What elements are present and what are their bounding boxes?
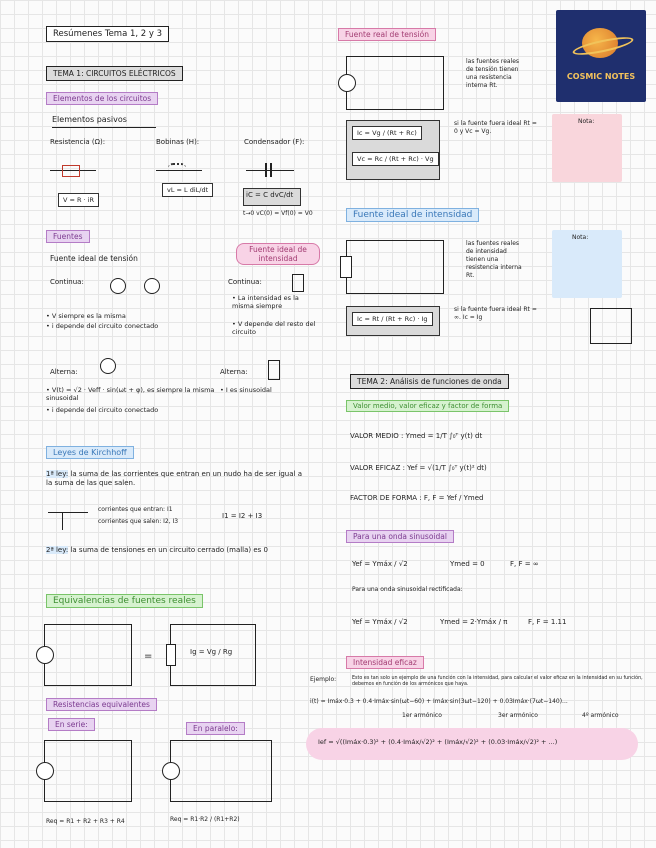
- intensidad-eficaz-title: Intensidad eficaz: [346, 656, 424, 669]
- ig-eq: Ig = Vg / Rg: [190, 648, 233, 656]
- final-eq: Ief = √((Imáx·0.3)² + (0.4·Imáx/√2)² + (Imáx/√2)² + (0.03·Imáx/√2)² + ...): [318, 738, 558, 746]
- condensador-label: Condensador (F):: [244, 138, 305, 146]
- alterna-label-2: Alterna:: [220, 368, 248, 376]
- ley1: [46, 470, 308, 488]
- tension-bullet: • i depende del circuito conectado: [46, 322, 159, 330]
- inductor-icon: [168, 163, 186, 173]
- bobina-label: Bobinas (H):: [156, 138, 200, 146]
- nota-label-2: Nota:: [572, 234, 589, 241]
- capacitor-plate-icon: [270, 163, 272, 177]
- ley2-label: 2ª ley:: [46, 546, 69, 554]
- armonico-3: 3er armónico: [498, 712, 538, 719]
- tema2-subtitle: Valor medio, valor eficaz y factor de forma: [346, 400, 509, 412]
- elementos-pasivos-label: Elementos pasivos: [52, 115, 127, 124]
- voltage-source-icon: [162, 762, 180, 780]
- ley1-eq: I1 = I2 + I3: [222, 512, 263, 520]
- intensidad-bullet: • La intensidad es la misma siempre: [232, 294, 299, 310]
- alterna-bullet: • i depende del circuito conectado: [46, 406, 159, 414]
- condensador-eq: iC = C dvC/dt: [246, 191, 294, 199]
- serie-label: En serie:: [48, 718, 95, 731]
- intensidad-bullet: • V depende del resto del circuito: [232, 320, 316, 336]
- alterna-bullet: • V(t) = √2 · Veff · sin(ωt + φ), es siempre la misma sinusoidal: [46, 386, 215, 402]
- underline: [52, 127, 156, 128]
- current-source-icon: [340, 256, 352, 278]
- sin-eq3: F, F = ∞: [510, 560, 539, 568]
- alterna-label: Alterna:: [50, 368, 78, 376]
- rect-eq2: Ymed = 2·Ymáx / π: [440, 618, 508, 626]
- current-source-icon: [292, 274, 304, 292]
- fuente-ideal-note: si la fuente fuera ideal Rt = ∞. Ic = Ig: [454, 306, 537, 321]
- elementos-circuito-title: Elementos de los circuitos: [46, 92, 158, 105]
- resistencia-eq: V = R · iR: [58, 193, 99, 207]
- resistencia-label: Resistencia (Ω):: [50, 138, 106, 146]
- equivalencias-title: Equivalencias de fuentes reales: [46, 594, 203, 608]
- fuentes-title: Fuentes: [46, 230, 90, 243]
- continua-label-2: Continua:: [228, 278, 262, 286]
- paralelo-eq: Req = R1·R2 / (R1+R2): [170, 816, 240, 823]
- main-title: Resúmenes Tema 1, 2 y 3: [46, 26, 169, 42]
- valor-medio: VALOR MEDIO : Ymed = 1/T ∫₀ᵀ y(t) dt: [350, 432, 483, 440]
- circuit-box: [346, 56, 444, 110]
- logo-text: COSMIC NOTES: [566, 72, 636, 81]
- capacitor-plate-icon: [265, 163, 267, 177]
- rect-eq3: F, F = 1.11: [528, 618, 567, 626]
- voltage-source-icon: [144, 278, 160, 294]
- bobina-eq: vL = L diL/dt: [162, 183, 213, 197]
- ac-source-icon: [100, 358, 116, 374]
- voltage-source-icon: [338, 74, 356, 92]
- continua-label: Continua:: [50, 278, 84, 286]
- sinusoidal-title: Para una onda sinusoidal: [346, 530, 454, 543]
- armonico-1: 1er armónico: [402, 712, 442, 719]
- cosmic-notes-logo: [556, 10, 646, 102]
- voltage-source-icon: [36, 762, 54, 780]
- ley2-text: la suma de tensiones en un circuito cerrado (malla) es 0: [70, 546, 268, 554]
- paralelo-label: En paralelo:: [186, 722, 245, 735]
- ejemplo-text: Esto es tan solo un ejemplo de una función con la intensidad, para calcular el valor eficaz en la intensidad en su función, debemos en función de los armónicos que haya.: [352, 676, 643, 687]
- resistor-icon: [62, 165, 80, 177]
- ley1-label: 1ª ley:: [46, 470, 69, 478]
- fuente-real-desc: las fuentes reales de tensión tienen una resistencia interna Rt.: [466, 58, 520, 89]
- current-source-icon: [166, 644, 176, 666]
- kirchhoff-title: Leyes de Kirchhoff: [46, 446, 134, 459]
- circuit-box: [590, 308, 632, 344]
- circuit-box: [44, 624, 132, 686]
- tema1-title: TEMA 1: CIRCUITOS ELÉCTRICOS: [46, 66, 183, 81]
- equals-sign: =: [144, 651, 153, 662]
- wire: [48, 512, 88, 513]
- tema2-title: TEMA 2: Análisis de funciones de onda: [350, 374, 509, 389]
- armonico-4: 4º armónico: [582, 712, 619, 719]
- ideal-intensidad-label: Fuente ideal de intensidad: [236, 243, 320, 265]
- ideal-tension-label: Fuente ideal de tensión: [50, 254, 138, 263]
- tension-bullet: • V siempre es la misma: [46, 312, 126, 320]
- fuente-ideal-intensidad-title: Fuente ideal de intensidad: [346, 208, 479, 222]
- fuente-ideal-eq1: Ic = Rt / (Rt + Rc) · Ig: [352, 312, 433, 326]
- sin-eq1: Yef = Ymáx / √2: [352, 560, 408, 568]
- wire: [62, 512, 63, 530]
- fuente-real-tension-title: Fuente real de tensión: [338, 28, 436, 41]
- fuente-real-eq2: Vc = Rc / (Rt + Rc) · Vg: [352, 152, 439, 166]
- circuit-box: [346, 240, 444, 294]
- voltage-source-icon: [36, 646, 54, 664]
- ley1-entran: corrientes que entran: I1: [98, 506, 173, 513]
- fuente-real-note: si la fuente fuera ideal Rt = 0 y Vc = Vg.: [454, 120, 537, 135]
- sin-eq2: Ymed = 0: [450, 560, 485, 568]
- ac-current-source-icon: [268, 360, 280, 380]
- serie-eq: Req = R1 + R2 + R3 + R4: [46, 818, 125, 825]
- ley2: [46, 546, 308, 555]
- voltage-source-icon: [110, 278, 126, 294]
- ejemplo-label: Ejemplo:: [310, 676, 337, 683]
- ley1-salen: corrientes que salen: I2, I3: [98, 518, 179, 525]
- circuit-box: [44, 740, 132, 802]
- resistencias-title: Resistencias equivalentes: [46, 698, 157, 711]
- factor-forma: FACTOR DE FORMA : F, F = Yef / Ymed: [350, 494, 484, 502]
- ley1-text: la suma de las corrientes que entran en un nudo ha de ser igual a la suma de las que salen.: [46, 470, 302, 487]
- alterna-bullet-2: • I es sinusoidal: [220, 386, 272, 394]
- fuente-real-eq1: Ic = Vg / (Rt + Rc): [352, 126, 422, 140]
- condensador-note: t→0 vC(0) = Vf(0) = V0: [243, 210, 313, 217]
- circuit-box: [170, 740, 272, 802]
- rect-eq1: Yef = Ymáx / √2: [352, 618, 408, 626]
- nota-label: Nota:: [578, 118, 595, 125]
- rectificada-label: Para una onda sinusoidal rectificada:: [352, 586, 463, 593]
- ejemplo-eq: i(t) = Imáx·0.3 + 0.4·Imáx·sin(ωt−60) + Imáx·sin(3ωt−120) + 0.03Imáx·(7ωt−140)...: [310, 698, 568, 705]
- fuente-ideal-desc: las fuentes reales de intensidad tienen una resistencia interna Rt.: [466, 240, 522, 279]
- valor-eficaz: VALOR EFICAZ : Yef = √(1/T ∫₀ᵀ y(t)² dt): [350, 464, 487, 472]
